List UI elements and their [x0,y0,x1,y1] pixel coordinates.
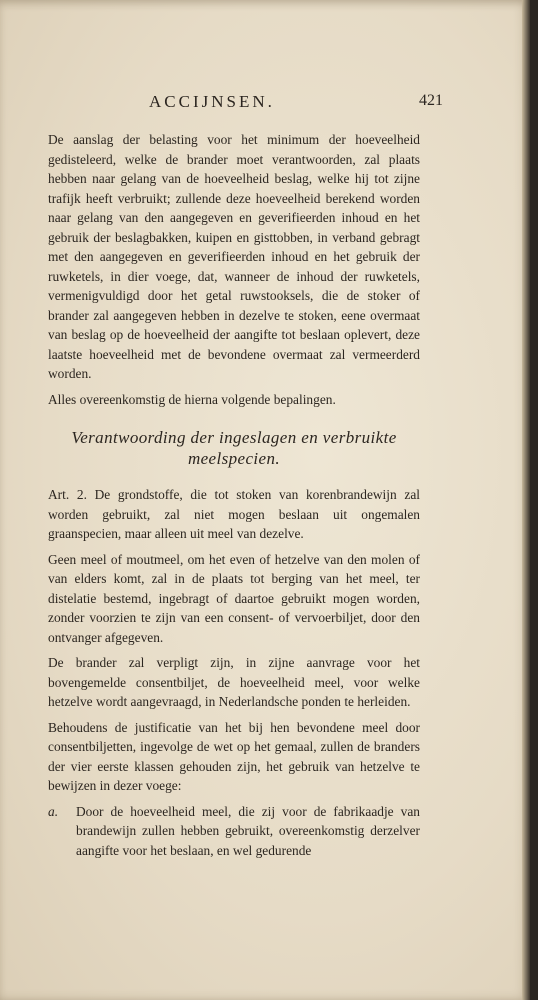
page-number: 421 [419,92,443,109]
running-head: ACCIJNSEN. [149,92,275,111]
list-item-text: Door de hoeveelheid meel, die zij voor de fabrikaadje van brandewijn zullen hebben gebruikt, overeenkomstig derzelver aangifte voor het beslaan, en wel gedurende [76,803,420,858]
list-item-a [48,802,420,861]
list-item-label: a. [48,803,59,819]
section-heading: Verantwoording der ingeslagen en verbruikte meelspecien. [71,428,397,468]
paragraph-assessment: De aanslag der belasting voor het minimum der hoeveelheid gedisteleerd, welke de brander moet verantwoorden, zal plaats hebben naar gelang van de hoeveelheid beslag, welke hij tot zijne trafijk heeft verbruikt; zullende deze hoeveelheid berekend worden naar gelang van den aangegeven en geverifieerden inhoud en het gebruik der beslagbakken, kuipen en gisttobben, in verband gebragt met den aangegeven en geverifieerden inhoud en het gebruik der ruwketels, in dier voege, dat, wanneer de inhoud der ruwketels, vermenigvuldigd door het getal ruwstooksels, die de stoker of brander zal aangegeven hebben in dezelve te stoken, eene overmaat van beslag op de hoeveelheid der aangifte tot beslaan oplevert, deze laatste hoeveelheid met de bevondene overmaat zal vermeerderd worden. [48,132,420,381]
paragraph-justification: Behoudens de justificatie van het bij hen bevondene meel door consentbiljetten, ingevolge de wet op het gemaal, zullen de branders der vier eerste klassen gehouden zijn, het gebruik van hetzelve te bewijzen in dezer voege: [48,719,420,793]
paragraph-brander-obligation: De brander zal verpligt zijn, in zijne aanvrage voor het bovengemelde consentbiljet, de hoeveelheid meel, voor welke hetzelve wordt aangevraagd, in Nederlandsche ponden te herleiden. [48,655,420,709]
paragraph-provisions: Alles overeenkomstig de hierna volgende bepalingen. [48,391,336,407]
page-body [48,130,420,860]
paragraph-article-2: Art. 2. De grondstoffe, die tot stoken van korenbrandewijn zal worden gebruikt, zal niet mogen beslaan uit ongemalen graanspecien, maar alleen uit meel van dezelve. [48,487,420,541]
page-edge [522,0,530,1000]
page-header [0,92,530,112]
paragraph-meal-consent: Geen meel of moutmeel, om het even of hetzelve van den molen of van elders komt, zal in de plaats tot berging van het meel, ter distelatie bestemd, ingebragt of daartoe gebruikt mogen worden, zonder voorzien te zijn van een consent- of vervoerbiljet, door den ontvanger afgegeven. [48,551,420,645]
